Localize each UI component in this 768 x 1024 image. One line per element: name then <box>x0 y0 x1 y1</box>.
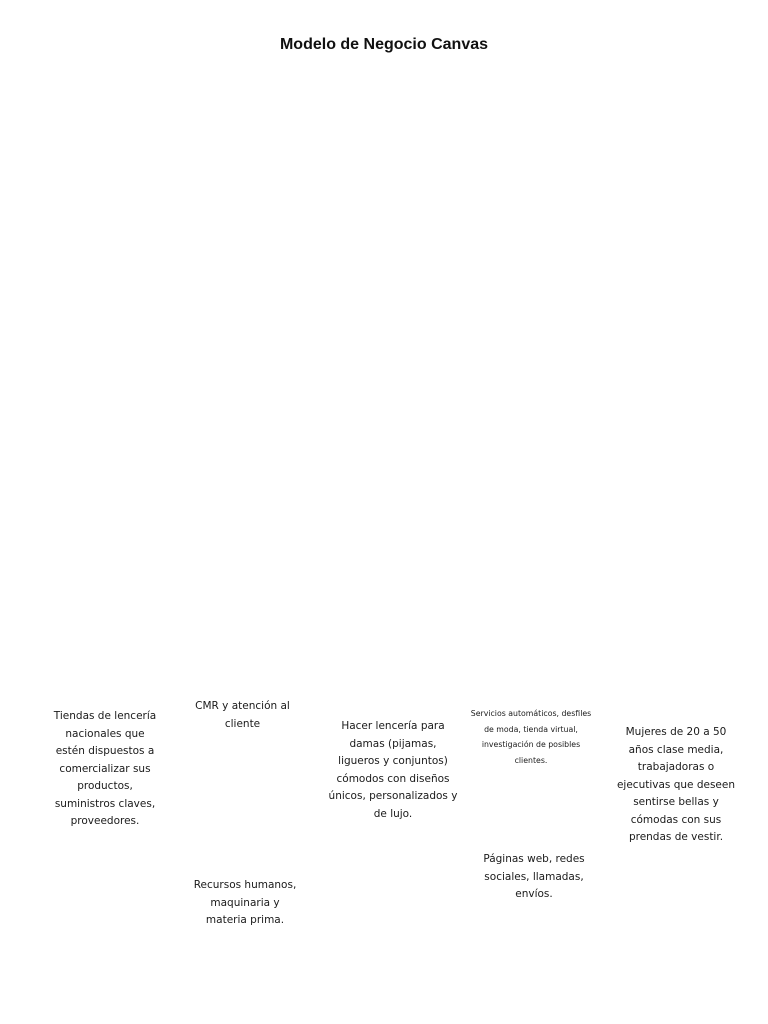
channels-text: Páginas web, redes sociales, llamadas, envíos. <box>483 853 585 900</box>
customer-segments-text: Mujeres de 20 a 50 años clase media, trabajadoras o ejecutivas que deseen sentirse bellas y cómodas con sus prendas de vestir. <box>616 726 736 843</box>
key-partners-text: Tiendas de lencería nacionales que estén dispuestos a comercializar sus productos, suministros claves, proveedores. <box>53 710 157 827</box>
page-title: Modelo de Negocio Canvas <box>279 36 489 53</box>
value-proposition-text: Hacer lencería para damas (pijamas, ligueros y conjuntos) cómodos con diseños únicos, personalizados y de lujo. <box>328 720 458 820</box>
customer-relationships-text: Servicios automáticos, desfiles de moda, tienda virtual, investigación de posibles clientes. <box>470 709 592 765</box>
key-activities-text: CMR y atención al cliente <box>195 700 290 730</box>
key-resources-text: Recursos humanos, maquinaria y materia prima. <box>193 879 297 926</box>
